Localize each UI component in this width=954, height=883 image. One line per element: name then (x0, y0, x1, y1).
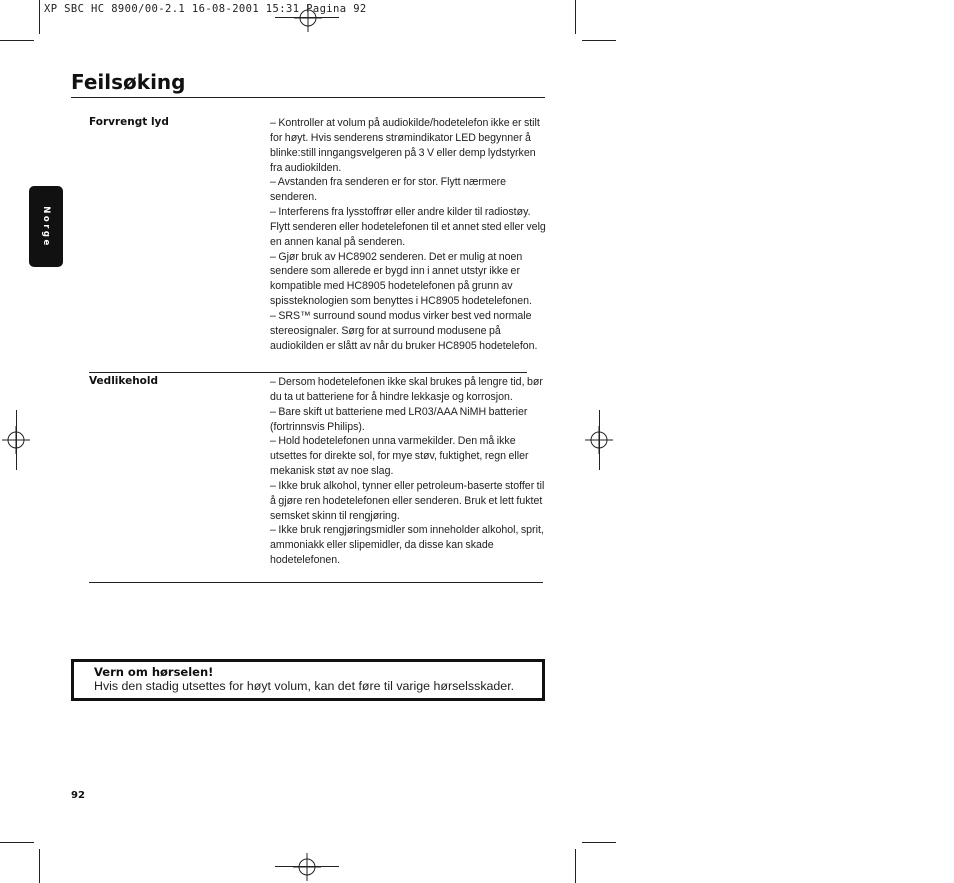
paragraph: – Avstanden fra senderen er for stor. Flytt nærmere senderen. (270, 176, 507, 204)
paragraph: – Hold hodetelefonen unna varmekilder. Den må ikke utsettes for direkte sol, for mye støv, fuktighet, regn eller mekanisk støt av noe slag. (270, 435, 529, 478)
section-body (270, 116, 546, 354)
crop-mark (0, 842, 34, 843)
paragraph: – SRS™ surround sound modus virker best ved normale stereosignaler. Sørg for at surround modusene på audiokilden er slått av når du bruker HC8905 hodetelefon. (270, 309, 538, 352)
language-tab-label: Norge (41, 205, 51, 248)
crop-mark (39, 849, 40, 883)
hearing-warning-box (71, 659, 545, 701)
paragraph: – Kontroller at volum på audiokilde/hodetelefon ikke er stilt for høyt. Hvis senderens strømindikator LED begynner å blinke:still inngangsvelgeren på 3 V eller demp lydstyrken fra audiokilden. (270, 117, 540, 174)
language-tab (29, 186, 63, 267)
crop-mark (0, 40, 34, 41)
paragraph: – Ikke bruk rengjøringsmidler som inneholder alkohol, sprit, ammoniakk eller slipemidler, da disse kan skade hodetelefonen. (270, 524, 544, 567)
registration-mark-icon (294, 4, 322, 32)
print-header: XP SBC HC 8900/00-2.1 16-08-2001 15:31 Pagina 92 (44, 3, 367, 15)
crop-mark (39, 0, 40, 34)
section-divider (89, 582, 543, 583)
crop-mark (582, 842, 616, 843)
registration-mark-icon (293, 853, 321, 881)
warning-text: Hvis den stadig utsettes for høyt volum, kan det føre til varige hørselsskader. (94, 679, 515, 693)
section-body (270, 375, 546, 568)
warning-title: Vern om hørselen! (94, 665, 214, 679)
crop-mark (582, 40, 616, 41)
paragraph: – Ikke bruk alkohol, tynner eller petroleum-baserte stoffer til å gjøre ren hodetelefonen eller senderen. Bruk et lett fuktet semsket skinn til rengjøring. (270, 479, 545, 522)
page-title: Feilsøking (71, 70, 186, 94)
crop-mark (575, 849, 576, 883)
crop-mark (575, 0, 576, 34)
paragraph: – Dersom hodetelefonen ikke skal brukes på lengre tid, bør du ta ut batteriene for å hindre lekkasje og korrosjon. (270, 376, 543, 403)
section-label: Forvrengt lyd (89, 116, 169, 128)
paragraph: – Interferens fra lysstoffrør eller andre kilder til radiostøy. Flytt senderen eller hodetelefonen til et annet sted eller velg en annen kanal på senderen. (270, 206, 546, 248)
paragraph: – Bare skift ut batteriene med LR03/AAA NiMH batterier (fortrinnsvis Philips). (270, 405, 528, 433)
registration-mark-icon (585, 426, 613, 454)
section-label: Vedlikehold (89, 375, 159, 387)
paragraph: – Gjør bruk av HC8902 senderen. Det er mulig at noen sendere som allerede er bygd inn i annet utstyr ikke er kompatible med HC8905 hodetelefonen på grunn av spissteknologien som benyttes i HC8905 hodetelefonen. (270, 250, 532, 308)
section-divider (89, 372, 527, 373)
page-number: 92 (71, 790, 85, 801)
registration-mark-icon (2, 426, 30, 454)
title-divider (71, 97, 545, 98)
